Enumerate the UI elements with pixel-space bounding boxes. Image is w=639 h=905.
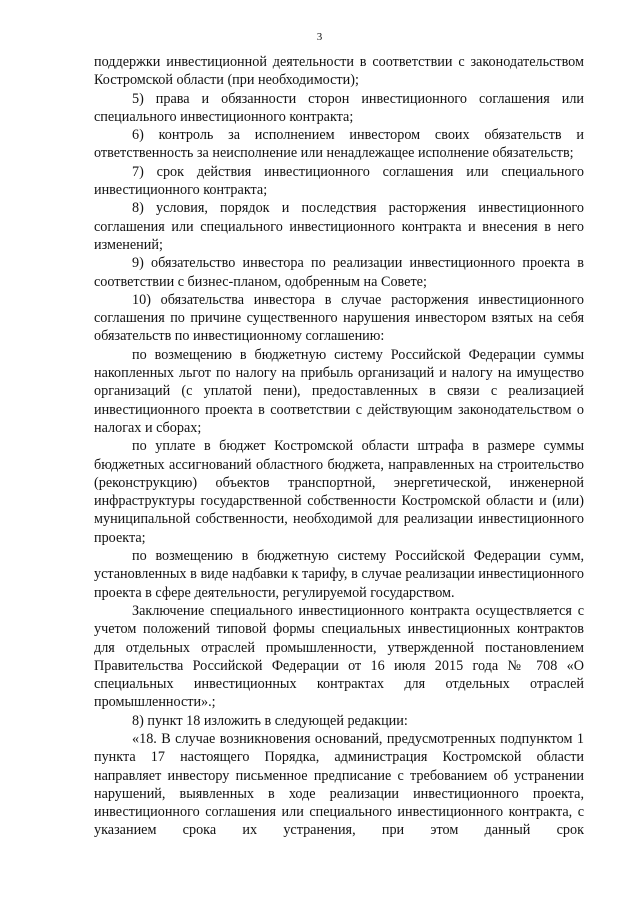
paragraph-continued: «18. В случае возникновения оснований, предусмотренных подпунктом 1 пункта 17 настоящего Порядка, администрация Костромской области направляет инвестору письменное предписание с требованием об устранении нарушений, выявленных в ходе реализации инвестиционного проекта, инвестиционного соглашения или специального инвестиционного контракта, с указанием срока их устранения, при этом данный срок [94, 730, 584, 839]
paragraph: по возмещению в бюджетную систему Российской Федерации сумм, установленных в виде надбавки к тарифу, в случае реализации инвестиционного проекта в сфере деятельности, регулируемой государством. [94, 548, 584, 601]
paragraph: 10) обязательства инвестора в случае расторжения инвестиционного соглашения по причине существенного нарушения инвестором взятых на себя обязательств по инвестиционному соглашению: [94, 291, 584, 345]
paragraph: Заключение специального инвестиционного контракта осуществляется с учетом положений типовой формы специальных инвестиционных контрактов для отдельных отраслей промышленности, утвержденной постановлением Правительства Российской Федерации от 16 июля 2015 года № 708 «О специальных инвестиционных контрактах для отдельных отраслей промышленности».; [94, 602, 584, 711]
paragraph: 6) контроль за исполнением инвестором своих обязательств и ответственность за неисполнение или ненадлежащее исполнение обязательств; [94, 127, 584, 162]
paragraph: 7) срок действия инвестиционного соглашения или специального инвестиционного контракта; [94, 163, 584, 199]
paragraph: по возмещению в бюджетную систему Российской Федерации суммы накопленных льгот по налогу на прибыль организаций и налогу на имущество организаций (с уплатой пени), предоставленных в связи с реализацией инвестиционного проекта в соответствии с действующим законодательством о налогах и сборах; [94, 346, 584, 436]
paragraph: 9) обязательство инвестора по реализации инвестиционного проекта в соответствии с бизнес-планом, одобренным на Совете; [94, 255, 584, 290]
paragraph: поддержки инвестиционной деятельности в соответствии с законодательством Костромской области (при необходимости); [94, 54, 584, 89]
paragraph: по уплате в бюджет Костромской области штрафа в размере суммы бюджетных ассигнований областного бюджета, направленных на строительство (реконструкцию) объектов транспортной, энергетической, инженерной инфраструктуры государственной собственности Костромской области и (или) муниципальной собственности, необходимой для реализации инвестиционного проекта; [94, 438, 584, 546]
page-number: 3 [316, 31, 323, 43]
paragraph: 5) права и обязанности сторон инвестиционного соглашения или специального инвестиционного контракта; [94, 90, 584, 125]
paragraph: 8) пункт 18 изложить в следующей редакции: [132, 712, 408, 729]
document-body [94, 53, 584, 840]
paragraph: 8) условия, порядок и последствия расторжения инвестиционного соглашения или специального инвестиционного контракта и внесения в него изменений; [94, 200, 584, 253]
